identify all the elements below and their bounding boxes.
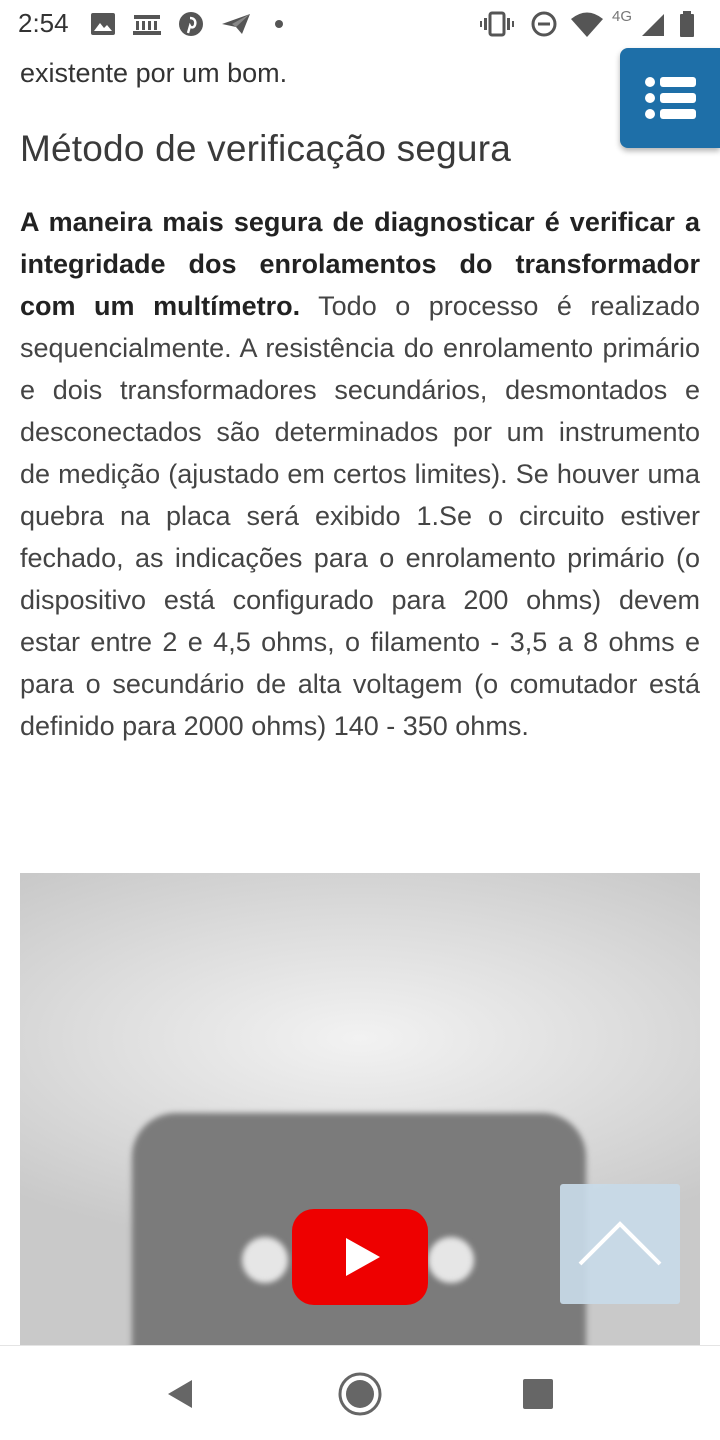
pinterest-icon bbox=[177, 10, 205, 38]
status-bar bbox=[0, 0, 720, 48]
list-menu-icon bbox=[620, 48, 720, 148]
image-icon bbox=[90, 10, 116, 38]
do-not-disturb-icon bbox=[530, 10, 558, 38]
youtube-play-button[interactable] bbox=[292, 1209, 428, 1305]
paragraph-text: Todo o processo é realizado sequencialmente. A resistência do enrolamento primário e dois transformadores secundários, desmontados e desconectados são determinados por um instrumento de medição (ajustado em certos limites). Se houver uma quebra na placa será exibido 1.Se o circuito estiver fechado, as indicações para o enrolamento primário (o dispositivo está configurado para 200 ohms) devem estar entre 2 e 4,5 ohms, o filamento - 3,5 a 8 ohms e para o secundário de alta voltagem (o comutador está definido para 2000 ohms) 140 - 350 ohms. bbox=[20, 291, 701, 741]
menu-button[interactable] bbox=[620, 48, 720, 148]
video-thumbnail-dot bbox=[242, 1237, 288, 1283]
status-time: 2:54 bbox=[18, 8, 69, 38]
youtube-play-icon bbox=[346, 1238, 380, 1276]
video-thumbnail-dot bbox=[428, 1237, 474, 1283]
navigation-bar bbox=[0, 1345, 720, 1440]
vibrate-icon bbox=[480, 10, 514, 38]
paragraph-bold-lead: A maneira mais segura de diagnosticar é verificar a integridade dos enrolamentos do transformador com um multímetro. bbox=[20, 207, 700, 321]
scroll-to-top-button[interactable] bbox=[560, 1184, 680, 1304]
network-type: 4G bbox=[612, 8, 633, 25]
recents-icon[interactable] bbox=[512, 1368, 564, 1420]
send-icon bbox=[220, 10, 252, 38]
section-heading: Método de verificação segura bbox=[20, 128, 511, 169]
back-icon[interactable] bbox=[154, 1368, 206, 1420]
previous-paragraph-end: existente por um bom. bbox=[20, 58, 288, 88]
article-paragraph bbox=[20, 201, 700, 747]
chevron-up-icon bbox=[560, 1184, 680, 1304]
signal-icon bbox=[640, 10, 666, 38]
dot-icon bbox=[272, 10, 286, 38]
news-icon bbox=[132, 10, 162, 38]
battery-icon bbox=[678, 10, 696, 38]
home-icon[interactable] bbox=[334, 1368, 386, 1420]
wifi-icon bbox=[570, 10, 604, 38]
